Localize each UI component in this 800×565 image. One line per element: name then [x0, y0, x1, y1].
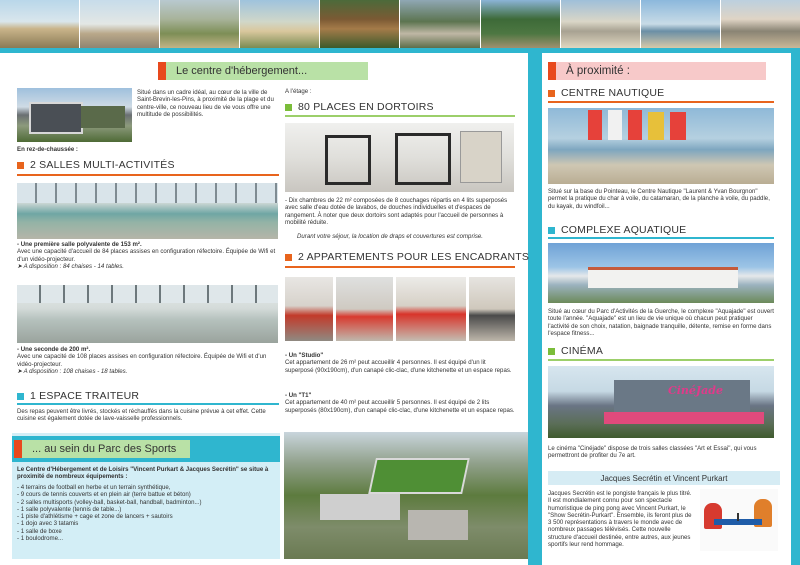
intro-text: Situé dans un cadre idéal, au cœur de la ville de Saint-Brevin-les-Pins, à proximité de la plage et du centre-ville, ce nouveau lieu de vie vous offre une multitude de possibilités.	[137, 89, 274, 118]
sports-item: - 4 terrains de football en herbe et un terrain synthétique,	[17, 484, 171, 491]
catering-rule	[17, 403, 279, 405]
sports-item: - 1 boulodrome...	[17, 535, 64, 543]
apts-heading	[285, 251, 529, 263]
banner-marker	[548, 62, 556, 80]
dorm-photo	[285, 123, 514, 192]
room1-photo	[17, 183, 278, 239]
bio-photo	[700, 489, 778, 551]
room2-desc	[17, 346, 279, 375]
sports-item: - 1 piste d'athlétisme + cage et zone de lancers + sautoirs	[17, 513, 173, 521]
room2-size: - Une seconde de 200 m².	[17, 346, 91, 353]
right-edge-bar	[791, 53, 800, 565]
bio-title: Jacques Secrétin et Vincent Purkart	[548, 471, 780, 485]
apt-photo-3	[396, 277, 466, 341]
aquatique-title: COMPLEXE AQUATIQUE	[561, 224, 687, 236]
sports-item: - 2 salles multisports (volley-ball, basket-ball, handball, badminton...)	[17, 498, 202, 506]
proximite-title: À proximité :	[566, 65, 630, 77]
room1-desc	[17, 241, 279, 270]
green-square-icon	[548, 348, 555, 355]
bio-text: Jacques Secrétin est le pongiste français le plus titré. Il est mondialement connu pour son spectacle humoristique de ping pong avec Vincent Purkart, le "Show Secrétin-Purkart". Ensemble, ils feront plus de 3 500 représentations à travers le monde avec de nombreux passages télévisés. Cette nouvelle structure d'accueil destinée, entre autres, aux jeunes sportifs leur rend hommage.	[548, 490, 692, 549]
apt-photo-1	[285, 277, 333, 341]
apt-photo-4	[469, 277, 515, 341]
photo-pier-sunset	[721, 0, 800, 48]
room1-size: - Une première salle polyvalente de 153 m².	[17, 241, 142, 248]
ground-floor-label: En rez-de-chaussée :	[17, 146, 78, 153]
hebergement-title: Le centre d'hébergement...	[176, 65, 308, 77]
nautique-rule	[548, 101, 774, 103]
photo-sailboats-sand	[80, 0, 160, 48]
orange-square-icon	[17, 162, 24, 169]
sports-banner	[14, 440, 190, 458]
cinema-rule	[548, 359, 774, 361]
banner-marker	[14, 440, 22, 458]
sports-list	[17, 484, 272, 542]
dorms-rule	[285, 115, 515, 117]
aquatique-heading	[548, 224, 686, 236]
room1-text: Avec une capacité d'accueil de 84 places assises en configuration réfectoire. Équipée de Wifi et d'un vidéo-projecteur.	[17, 248, 276, 263]
top-accent-bar	[0, 48, 800, 53]
aquatique-text: Situé au cœur du Parc d'Activités de la Guerche, le complexe "Aquajade" est ouvert toute l'année. "Aquajade" est un lieu de vie unique où chacun peut pratiquer l'activité de son choix, natation, baignade tranquille, détente, remise en forme dans l'espace fitness...	[548, 308, 774, 337]
sports-item: - 1 salle de boxe	[17, 527, 62, 535]
t1-text: Cet appartement de 40 m² peut accueillir 5 personnes. Il est équipé de 2 lits superposés (80x190cm), d'un canapé clic-clac, d'une kitchenette et un espace repas.	[285, 399, 515, 414]
sports-intro: Le Centre d'Hébergement et de Loisirs "Vincent Purkart & Jacques Secrétin" se situe à proximité de nombreux équipements :	[17, 466, 269, 481]
dorms-text: - Dix chambres de 22 m² composées de 8 couchages répartis en 4 lits superposés avec salle d'eau dotée de lavabos, de douches individuelles et d'espaces de rangement. À noter que deux dortoirs sont adaptés pour l'accueil de personnes à mobilité réduite.	[285, 197, 508, 226]
orange-square-icon	[548, 90, 555, 97]
sports-header: ... au sein du Parc des Sports	[32, 443, 177, 455]
photo-wooden-sign	[320, 0, 400, 48]
nautique-heading	[548, 87, 664, 99]
room2-photo	[17, 285, 278, 343]
proximite-banner	[548, 62, 766, 80]
t1-block	[285, 392, 515, 414]
upstairs-label: A l'étage :	[285, 88, 312, 95]
studio-title: - Un "Studio"	[285, 352, 324, 359]
photo-driftwood-beach	[561, 0, 641, 48]
dorms-title: 80 PLACES EN DORTOIRS	[298, 101, 434, 113]
cinema-sign: CinéJade	[668, 384, 723, 397]
cinema-text: Le cinéma "Cinéjade" dispose de trois salles classées "Art et Essai", qui vous permettront de profiter du 7e art.	[548, 445, 757, 460]
apt-photo-2	[336, 277, 393, 341]
building-photo	[17, 88, 132, 142]
apts-rule	[285, 266, 515, 268]
column-divider	[528, 53, 542, 565]
hebergement-banner	[158, 62, 368, 80]
sports-item: - 1 dojo avec 3 tatamis	[17, 520, 79, 528]
cyan-square-icon	[17, 393, 24, 400]
aquatique-rule	[548, 237, 774, 239]
room2-text: Avec une capacité de 108 places assises en configuration réfectoire. Équipée de Wifi et d'un vidéo-projecteur.	[17, 353, 267, 368]
cinema-heading	[548, 345, 603, 357]
apts-title: 2 APPARTEMENTS POUR LES ENCADRANTS	[298, 251, 530, 263]
sports-item: - 9 cours de tennis couverts et en plein air (terre battue et béton)	[17, 491, 191, 499]
nautique-title: CENTRE NAUTIQUE	[561, 87, 665, 99]
room2-dispo: ➤ A disposition : 108 chaises - 18 tables.	[17, 367, 128, 375]
cinema-photo	[548, 366, 774, 438]
dorms-note: Durant votre séjour, la location de draps et couvertures est comprise.	[297, 233, 483, 240]
nautique-text: Situé sur la base du Pointeau, le Centre Nautique "Laurent & Yvan Bourgnon" permet la pratique du char à voile, du catamaran, de la planche à voile, du paddle, du kayak, du windfoil...	[548, 188, 770, 210]
photo-reeds-dunes	[160, 0, 240, 48]
rooms-title: 2 SALLES MULTI-ACTIVITÉS	[30, 159, 175, 171]
t1-title: - Un "T1"	[285, 392, 312, 399]
photo-beach-dunes	[0, 0, 80, 48]
cyan-square-icon	[548, 227, 555, 234]
studio-block	[285, 352, 515, 374]
banner-marker	[158, 62, 166, 80]
photo-strip	[0, 0, 800, 48]
nautique-photo	[548, 108, 774, 184]
aquatique-photo	[548, 243, 774, 303]
orange-square-icon	[285, 254, 292, 261]
photo-town-aerial	[400, 0, 480, 48]
green-square-icon	[285, 104, 292, 111]
catering-heading	[17, 390, 139, 402]
rooms-rule	[17, 174, 279, 176]
photo-pine-forest	[481, 0, 561, 48]
dorms-heading	[285, 101, 434, 113]
photo-beach-path	[240, 0, 320, 48]
cinema-title: CINÉMA	[561, 345, 604, 357]
rooms-heading	[17, 159, 175, 171]
studio-text: Cet appartement de 26 m² peut accueillir 4 personnes. Il est équipé d'un lit superposé (90x190cm), d'un canapé clic-clac, d'une kitchenette et un espace repas.	[285, 359, 512, 374]
sports-aerial-photo	[284, 432, 528, 559]
photo-kitesurf-beach	[641, 0, 721, 48]
catering-text: Des repas peuvent être livrés, stockés et réchauffés dans la cuisine prévue à cet effet. Cette cuisine est également dotée de lave-vaisselle professionnels.	[17, 408, 266, 423]
catering-title: 1 ESPACE TRAITEUR	[30, 390, 140, 402]
room1-dispo: ➤ A disposition : 84 chaises - 14 tables.	[17, 262, 124, 270]
sports-item: - 1 salle polyvalente (tennis de table...)	[17, 505, 122, 513]
